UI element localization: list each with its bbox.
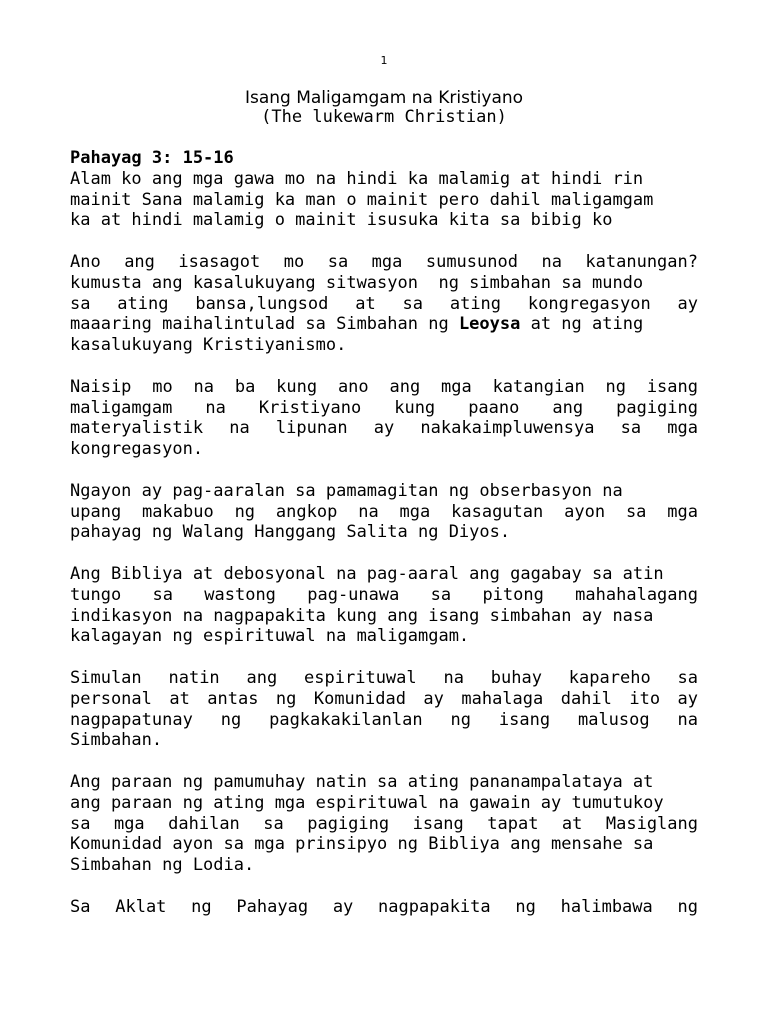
- paragraph-line: Ano ang isasagot mo sa mga sumusunod na katanungan?: [70, 251, 698, 272]
- paragraph-line: tungo sa wastong pag-unawa sa pitong mahahalagang: [70, 584, 698, 605]
- verse-reference: Pahayag 3: 15-16: [70, 148, 234, 168]
- paragraph-line: kalagayan ng espirituwal na maligamgam.: [70, 626, 470, 647]
- paragraph-line: personal at antas ng Komunidad ay mahalaga dahil ito ay: [70, 688, 698, 709]
- paragraph-line: kongregasyon.: [70, 439, 204, 460]
- paragraph: [70, 564, 698, 647]
- paragraph-line: Ngayon ay pag-aaralan sa pamamagitan ng obserbasyon na: [70, 480, 623, 501]
- paragraph-gap: [70, 876, 698, 897]
- paragraph-line: upang makabuo ng angkop na mga kasagutan ayon sa mga: [70, 501, 698, 522]
- paragraph-line: Sa Aklat ng Pahayag ay nagpapakita ng halimbawa ng: [70, 896, 698, 917]
- paragraph-line: sa mga dahilan sa pagiging isang tapat at Masiglang: [70, 813, 698, 834]
- paragraph-gap: [70, 460, 698, 481]
- paragraph-gap: [70, 543, 698, 564]
- paragraph-line: Simulan natin ang espirituwal na buhay kapareho sa: [70, 667, 698, 688]
- paragraph-text: at ng ating: [520, 314, 644, 335]
- paragraph-line: Ang Bibliya at debosyonal na pag-aaral ang gagabay sa atin: [70, 563, 664, 584]
- paragraph-line: [70, 314, 698, 335]
- paragraph: [70, 668, 698, 751]
- paragraph-line: sa ating bansa,lungsod at sa ating kongregasyon ay: [70, 293, 698, 314]
- verse-line: ka at hindi malamig o mainit isusuka kita sa bibig ko: [70, 210, 613, 231]
- verse-line: mainit Sana malamig ka man o mainit pero dahil maligamgam: [70, 189, 654, 210]
- paragraph-line: materyalistik na lipunan ay nakakaimpluwensya sa mga: [70, 418, 698, 439]
- document-body: [70, 148, 698, 917]
- page-number: 1: [380, 54, 388, 67]
- paragraph-text: maaaring maihalintulad sa Simbahan ng: [70, 314, 459, 335]
- verse-line: Alam ko ang mga gawa mo na hindi ka malamig at hindi rin: [70, 168, 644, 189]
- paragraph: [70, 481, 698, 543]
- paragraph-gap: [70, 647, 698, 668]
- paragraph-gap: [70, 356, 698, 377]
- paragraph-gap: [70, 231, 698, 252]
- paragraph-line: Komunidad ayon sa mga prinsipyo ng Bibliya ang mensahe sa: [70, 834, 654, 855]
- document-title: Isang Maligamgam na Kristiyano: [244, 88, 524, 108]
- paragraph-gap: [70, 751, 698, 772]
- paragraph-line: Simbahan ng Lodia.: [70, 855, 255, 876]
- paragraph-line: Naisip mo na ba kung ano ang mga katangian ng isang: [70, 376, 698, 397]
- paragraph-line: ang paraan ng ating mga espirituwal na gawain ay tumutukoy: [70, 792, 664, 813]
- document-subtitle: (The lukewarm Christian): [261, 107, 507, 127]
- paragraph: [70, 897, 698, 918]
- paragraph-line: nagpapatunay ng pagkakakilanlan ng isang malusog na: [70, 709, 698, 730]
- bold-church-name: Leoysa: [458, 314, 521, 335]
- paragraph: [70, 377, 698, 460]
- paragraph-line: pahayag ng Walang Hanggang Salita ng Diyos.: [70, 522, 511, 543]
- paragraph-line: kasalukuyang Kristiyanismo.: [70, 335, 347, 356]
- paragraph-line: Simbahan.: [70, 730, 163, 751]
- paragraph: [70, 772, 698, 876]
- paragraph-line: Ang paraan ng pamumuhay natin sa ating pananampalataya at: [70, 771, 654, 792]
- paragraph-line: maligamgam na Kristiyano kung paano ang pagiging: [70, 397, 698, 418]
- paragraph-line: kumusta ang kasalukuyang sitwasyon ng simbahan sa mundo: [70, 272, 644, 293]
- paragraph: [70, 252, 698, 356]
- paragraph-line: indikasyon na nagpapakita kung ang isang simbahan ay nasa: [70, 605, 654, 626]
